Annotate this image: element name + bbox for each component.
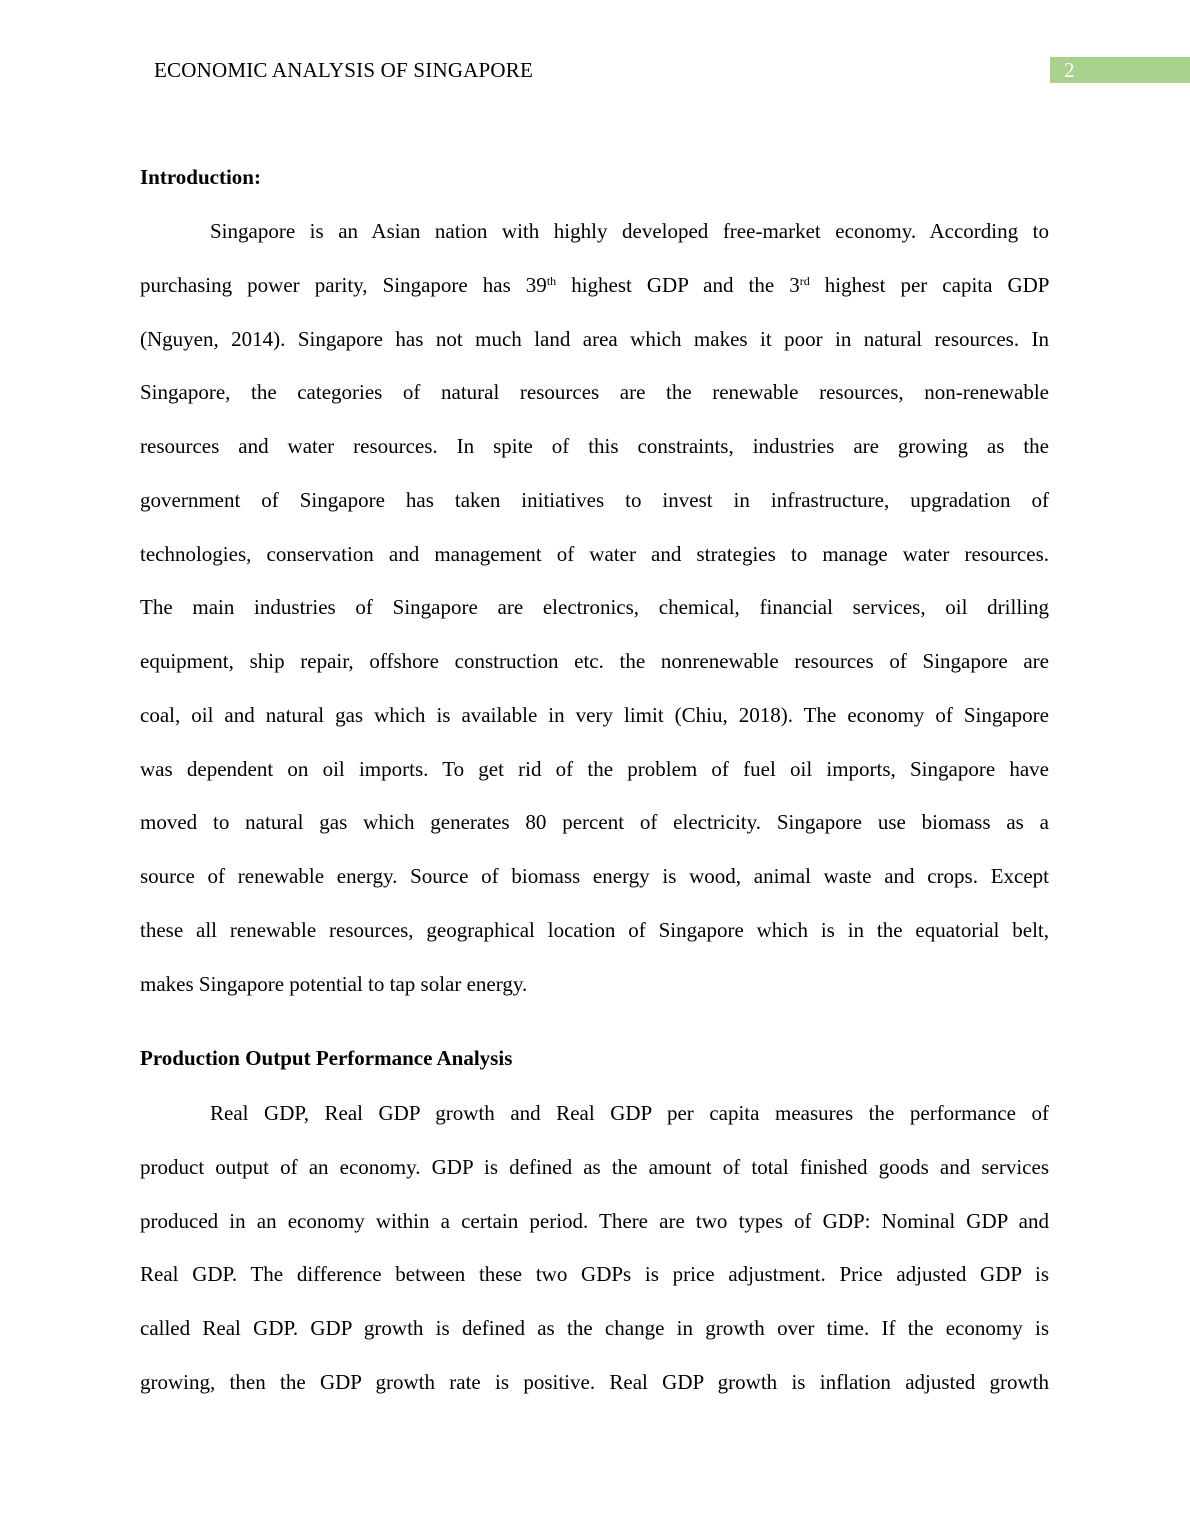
paragraph-line: resources and water resources. In spite of this constraints, industries are growing as the (140, 434, 1049, 458)
paragraph-line: Real GDP. The difference between these two GDPs is price adjustment. Price adjusted GDP is (140, 1262, 1049, 1287)
section-heading-introduction: Introduction: (140, 165, 261, 189)
paragraph-line: produced in an economy within a certain period. There are two types of GDP: Nominal GDP and (140, 1208, 1049, 1233)
paragraph-line (140, 272, 1049, 298)
paragraph-line: coal, oil and natural gas which is available in very limit (Chiu, 2018). The economy of Singapore (140, 702, 1049, 727)
paragraph-line: product output of an economy. GDP is defined as the amount of total finished goods and services (140, 1154, 1049, 1179)
paragraph-line: Singapore is an Asian nation with highly developed free-market economy. According to (210, 219, 1049, 243)
paragraph-line: Real GDP, Real GDP growth and Real GDP per capita measures the performance of (210, 1101, 1049, 1125)
page-number: 2 (1064, 58, 1075, 82)
paragraph-line: source of renewable energy. Source of biomass energy is wood, animal waste and crops. Except (140, 864, 1049, 888)
text-run: highest per capita GDP (809, 273, 1050, 297)
paragraph-line: growing, then the GDP growth rate is positive. Real GDP growth is inflation adjusted growth (140, 1369, 1049, 1394)
paragraph-line: The main industries of Singapore are electronics, chemical, financial services, oil drilling (140, 595, 1049, 620)
paragraph-line: moved to natural gas which generates 80 percent of electricity. Singapore use biomass as a (140, 810, 1049, 835)
superscript: rd (799, 274, 810, 288)
paragraph-line: these all renewable resources, geographical location of Singapore which is in the equatorial belt, (140, 917, 1049, 942)
section-heading-production: Production Output Performance Analysis (140, 1046, 513, 1070)
page-number-bar (1050, 57, 1190, 83)
superscript: th (546, 274, 557, 288)
paragraph-line: makes Singapore potential to tap solar energy. (140, 971, 528, 996)
paragraph-line: government of Singapore has taken initiatives to invest in infrastructure, upgradation of (140, 487, 1049, 512)
paragraph-line: technologies, conservation and management of water and strategies to manage water resources. (140, 541, 1049, 566)
text-run: purchasing power parity, Singapore has 39 (140, 273, 547, 297)
paragraph-line: (Nguyen, 2014). Singapore has not much land area which makes it poor in natural resources. In (140, 326, 1049, 351)
paragraph-line: equipment, ship repair, offshore construction etc. the nonrenewable resources of Singapore are (140, 649, 1049, 673)
paragraph-line: was dependent on oil imports. To get rid of the problem of fuel oil imports, Singapore have (140, 756, 1049, 781)
paragraph-line: Singapore, the categories of natural resources are the renewable resources, non-renewable (140, 380, 1049, 405)
text-run: highest GDP and the 3 (556, 273, 800, 297)
paragraph-line: called Real GDP. GDP growth is defined as the change in growth over time. If the economy is (140, 1316, 1049, 1340)
running-head: ECONOMIC ANALYSIS OF SINGAPORE (154, 58, 534, 82)
